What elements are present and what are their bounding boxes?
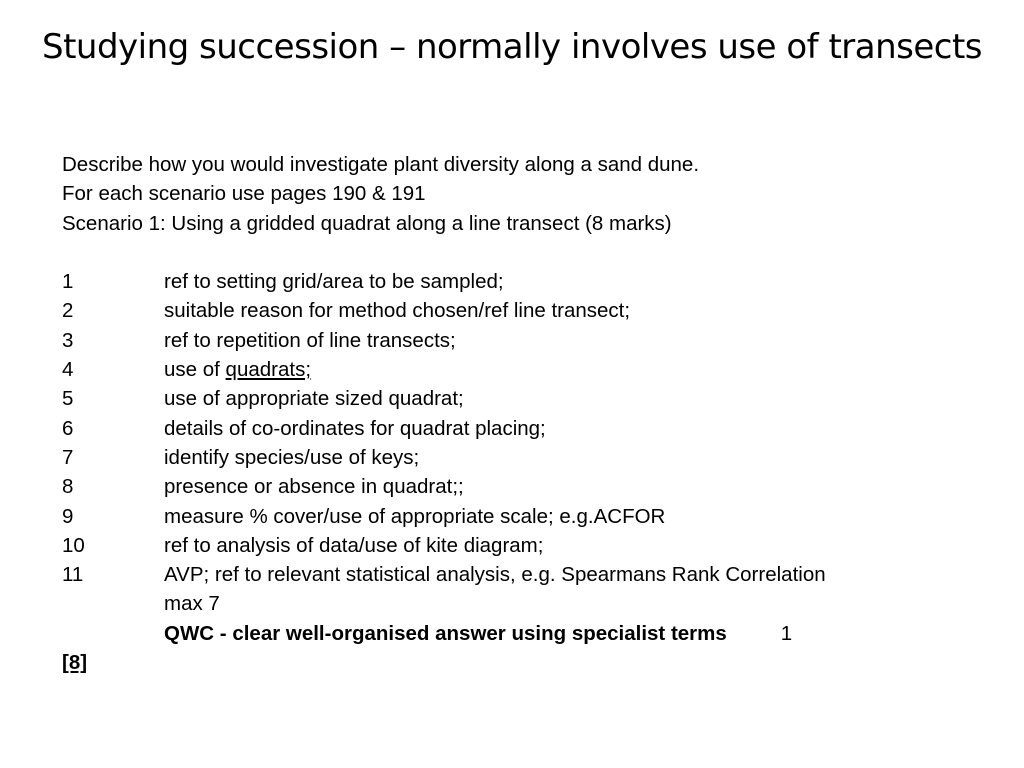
item-number: 1 xyxy=(62,270,74,294)
mark-scheme-item xyxy=(62,296,982,325)
item-number: 7 xyxy=(62,445,74,469)
item-number: 4 xyxy=(62,358,74,382)
item-text: ref to setting grid/area to be sampled; xyxy=(164,270,504,294)
item-number: 5 xyxy=(62,387,74,411)
underlined-term: quadrats; xyxy=(225,358,312,382)
total-marks-line xyxy=(62,648,982,677)
item-text: suitable reason for method chosen/ref line transect; xyxy=(164,299,631,323)
intro-line-scenario: Scenario 1: Using a gridded quadrat along a line transect (8 marks) xyxy=(62,211,672,235)
item-text: ref to analysis of data/use of kite diagram; xyxy=(164,533,544,557)
mark-scheme-item xyxy=(62,355,982,384)
total-marks: [8] xyxy=(62,651,88,675)
slide-body xyxy=(62,150,982,677)
item-text xyxy=(164,355,311,384)
intro-line-question: Describe how you would investigate plant diversity along a sand dune. xyxy=(62,153,700,176)
slide-title: Studying succession – normally involves use of transects xyxy=(41,27,983,67)
mark-scheme-item xyxy=(62,472,982,501)
item-text: details of co-ordinates for quadrat placing; xyxy=(164,416,546,440)
blank-line xyxy=(62,238,982,267)
intro-line-pages: For each scenario use pages 190 & 191 xyxy=(62,182,426,206)
item-number: 11 xyxy=(62,563,84,587)
mark-scheme-item xyxy=(62,326,982,355)
mark-scheme-item xyxy=(62,531,982,560)
qwc-mark: 1 xyxy=(780,621,793,645)
item-text: AVP; ref to relevant statistical analysis, e.g. Spearmans Rank Correlation xyxy=(164,563,826,587)
item-number: 10 xyxy=(62,533,85,557)
item-text: identify species/use of keys; xyxy=(164,445,420,469)
mark-scheme-item xyxy=(62,560,982,589)
item-number: 6 xyxy=(62,416,74,440)
item-number: 3 xyxy=(62,328,74,352)
item-text: ref to repetition of line transects; xyxy=(164,328,456,352)
item-text: use of appropriate sized quadrat; xyxy=(164,387,464,411)
item-number: 8 xyxy=(62,475,74,499)
mark-scheme-item xyxy=(62,414,982,443)
mark-scheme-item xyxy=(62,384,982,413)
item-text-prefix: use of xyxy=(164,358,226,382)
max-marks-line: max 7 xyxy=(164,592,220,616)
qwc-line xyxy=(62,619,982,648)
mark-scheme-item xyxy=(62,267,982,296)
item-number: 9 xyxy=(62,504,74,528)
item-number: 2 xyxy=(62,299,74,323)
qwc-label: QWC - clear well-organised answer using specialist terms xyxy=(164,621,727,645)
item-text: measure % cover/use of appropriate scale; e.g.ACFOR xyxy=(164,504,666,528)
mark-scheme-item xyxy=(62,443,982,472)
item-text: presence or absence in quadrat;; xyxy=(164,475,464,499)
mark-scheme-item xyxy=(62,502,982,531)
